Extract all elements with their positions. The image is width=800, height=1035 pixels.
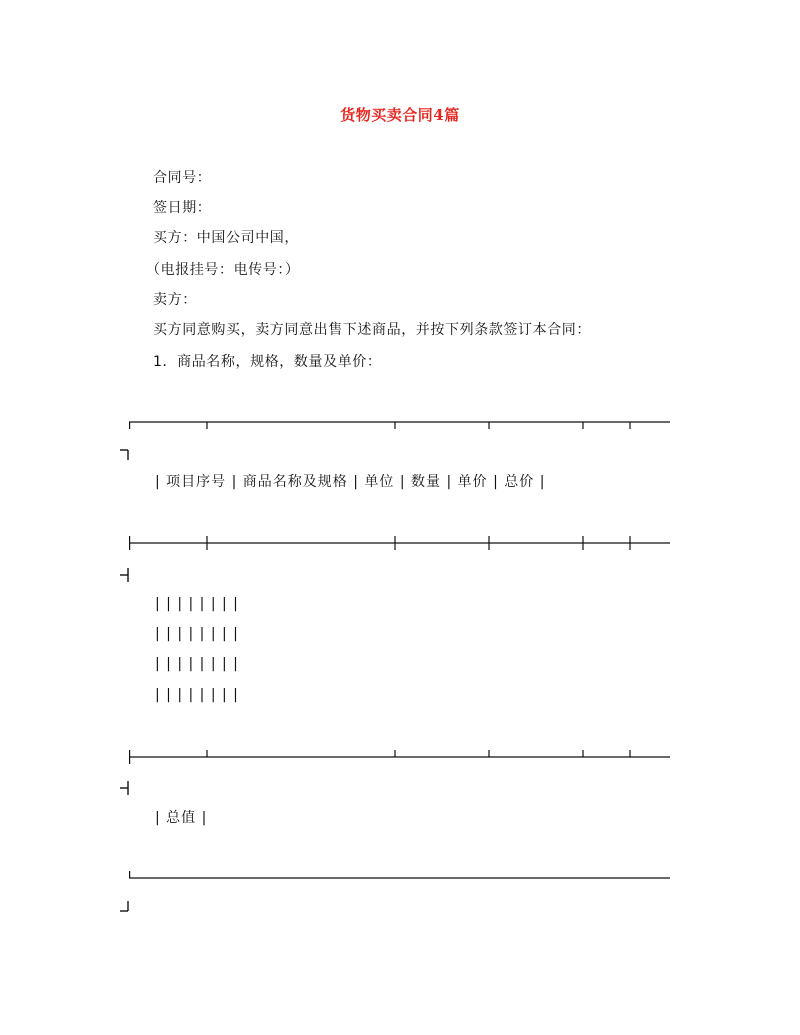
corner-top-right-glyph <box>120 446 134 460</box>
table-total-row: | 总值 | <box>155 810 208 826</box>
seller-field: 卖方： <box>153 292 197 308</box>
corner-bottom-right-glyph <box>120 900 134 914</box>
table-row: | | | | | | | | <box>155 656 239 672</box>
clause-1-heading: 1．商品名称，规格，数量及单价： <box>153 354 382 370</box>
table-row: | | | | | | | | <box>155 626 239 642</box>
right-tee-glyph <box>120 780 134 794</box>
document-title: 货物买卖合同4篇 <box>340 106 460 124</box>
right-tee-glyph <box>120 567 134 581</box>
table-top-rule <box>129 414 670 430</box>
table-row: | | | | | | | | <box>155 596 239 612</box>
signing-date-field: 签日期： <box>153 200 212 216</box>
table-header-row: | 项目序号 | 商品名称及规格 | 单位 | 数量 | 单价 | 总价 | <box>155 474 546 490</box>
telegraph-telex-field: （电报挂号：电传号：） <box>146 262 300 278</box>
contract-number-field: 合同号： <box>153 170 212 186</box>
table-header-separator <box>129 535 670 551</box>
table-row: | | | | | | | | <box>155 687 239 703</box>
table-bottom-rule <box>129 870 670 886</box>
agreement-statement: 买方同意购买，卖方同意出售下述商品，并按下列条款签订本合同： <box>153 322 591 338</box>
table-body-separator <box>129 749 670 765</box>
buyer-field: 买方：中国公司中国， <box>153 230 299 246</box>
